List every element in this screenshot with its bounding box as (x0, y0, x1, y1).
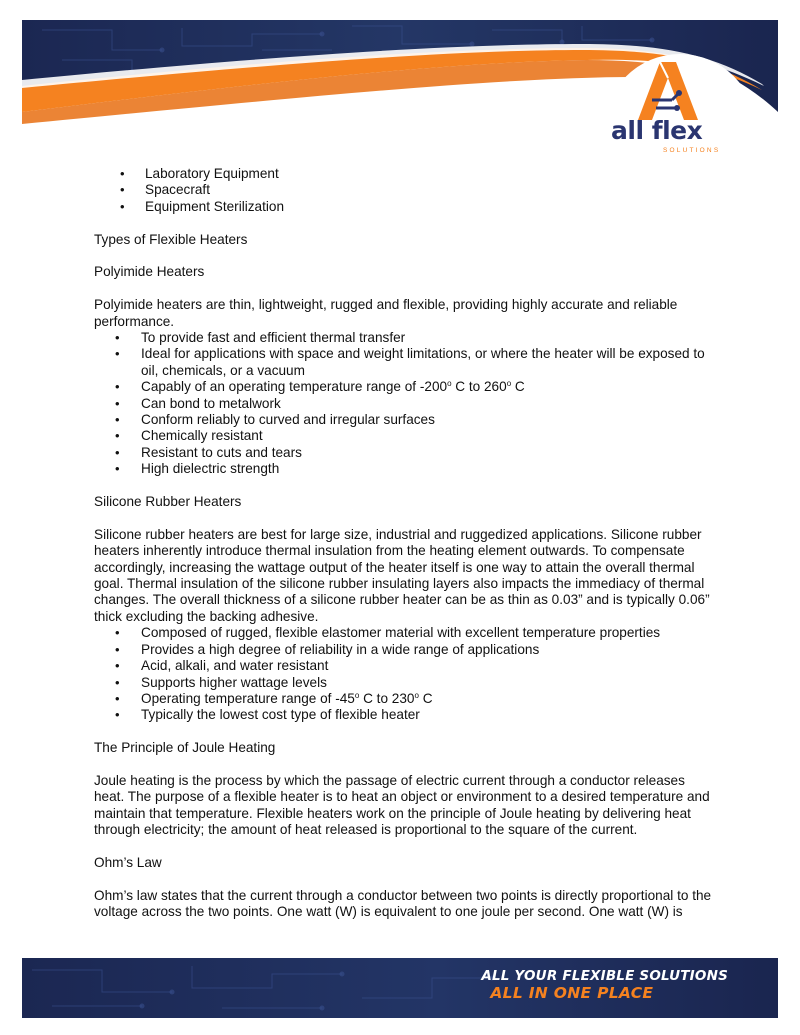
document-body (94, 166, 714, 921)
list-item: • Chemically resistant (94, 428, 714, 444)
list-item: • To provide fast and efficient thermal transfer (94, 330, 714, 346)
list-item: • Ideal for applications with space and weight limitations, or where the heater will be exposed to oil, chemicals, or a vacuum (94, 346, 714, 379)
polyimide-paragraph: Polyimide heaters are thin, lightweight, rugged and flexible, providing highly accurate and reliable performance. (94, 297, 678, 329)
list-item: • Spacecraft (94, 182, 714, 198)
list-item: • High dielectric strength (94, 461, 714, 477)
list-item: • Supports higher wattage levels (94, 675, 714, 691)
polyimide-bullet-list (94, 330, 714, 478)
section-heading-types: Types of Flexible Heaters (94, 231, 248, 247)
logo-mark-icon (632, 58, 704, 122)
list-item: • Equipment Sterilization (94, 199, 714, 215)
header-banner (22, 20, 778, 160)
silicone-bullet-list (94, 625, 714, 723)
tagline-line-1: ALL YOUR FLEXIBLE SOLUTIONS (481, 968, 728, 984)
footer-banner (22, 958, 778, 1018)
tagline-line-2: ALL IN ONE PLACE (490, 984, 654, 1002)
list-item: • Acid, alkali, and water resistant (94, 658, 714, 674)
list-item: • Resistant to cuts and tears (94, 445, 714, 461)
list-item: • Capably of an operating temperature range of -200$^o$ C to 260$^o$ C (94, 379, 714, 395)
logo-name: all flex (611, 116, 703, 145)
section-heading-silicone: Silicone Rubber Heaters (94, 494, 242, 510)
list-item: • Operating temperature range of -45$^o$ C to 230$^o$ C (94, 691, 714, 707)
section-heading-ohm: Ohm’s Law (94, 854, 162, 870)
section-heading-polyimide: Polyimide Heaters (94, 264, 205, 280)
logo-subtitle: SOLUTIONS (663, 147, 721, 154)
list-item: • Laboratory Equipment (94, 166, 714, 182)
intro-bullet-list (94, 166, 714, 215)
list-item: • Composed of rugged, flexible elastomer material with excellent temperature properties (94, 625, 714, 641)
list-item: • Provides a high degree of reliability in a wide range of applications (94, 642, 714, 658)
silicone-paragraph: Silicone rubber heaters are best for large size, industrial and ruggedized applications. Silicone rubber heaters inherently introduce thermal insulation from the heating element outwards. To compensate accordingly, increasing the wattage output of the heater itself is one way to attain the overall thermal goal. Thermal insulation of the silicone rubber insulating layers also impacts the immediacy of thermal changes. The overall thickness of a silicone rubber heater can be as thin as 0.03” and is typically 0.06” thick excluding the backing adhesive. (94, 526, 710, 624)
ohm-paragraph: Ohm’s law states that the current through a conductor between two points is directly proportional to the voltage across the two points. One watt (W) is equivalent to one joule per second. One watt (W) is (94, 887, 712, 920)
list-item: • Conform reliably to curved and irregular surfaces (94, 412, 714, 428)
list-item: • Typically the lowest cost type of flexible heater (94, 707, 714, 723)
joule-paragraph: Joule heating is the process by which the passage of electric current through a conductor releases heat. The purpose of a flexible heater is to heat an object or environment to a desired temperature and maintain that temperature. Flexible heaters work on the principle of Joule heating by delivering heat through electricity; the amount of heat released is proportional to the square of the current. (94, 772, 710, 838)
footer-tagline (481, 968, 728, 1002)
section-heading-joule: The Principle of Joule Heating (94, 740, 276, 756)
list-item: • Can bond to metalwork (94, 396, 714, 412)
